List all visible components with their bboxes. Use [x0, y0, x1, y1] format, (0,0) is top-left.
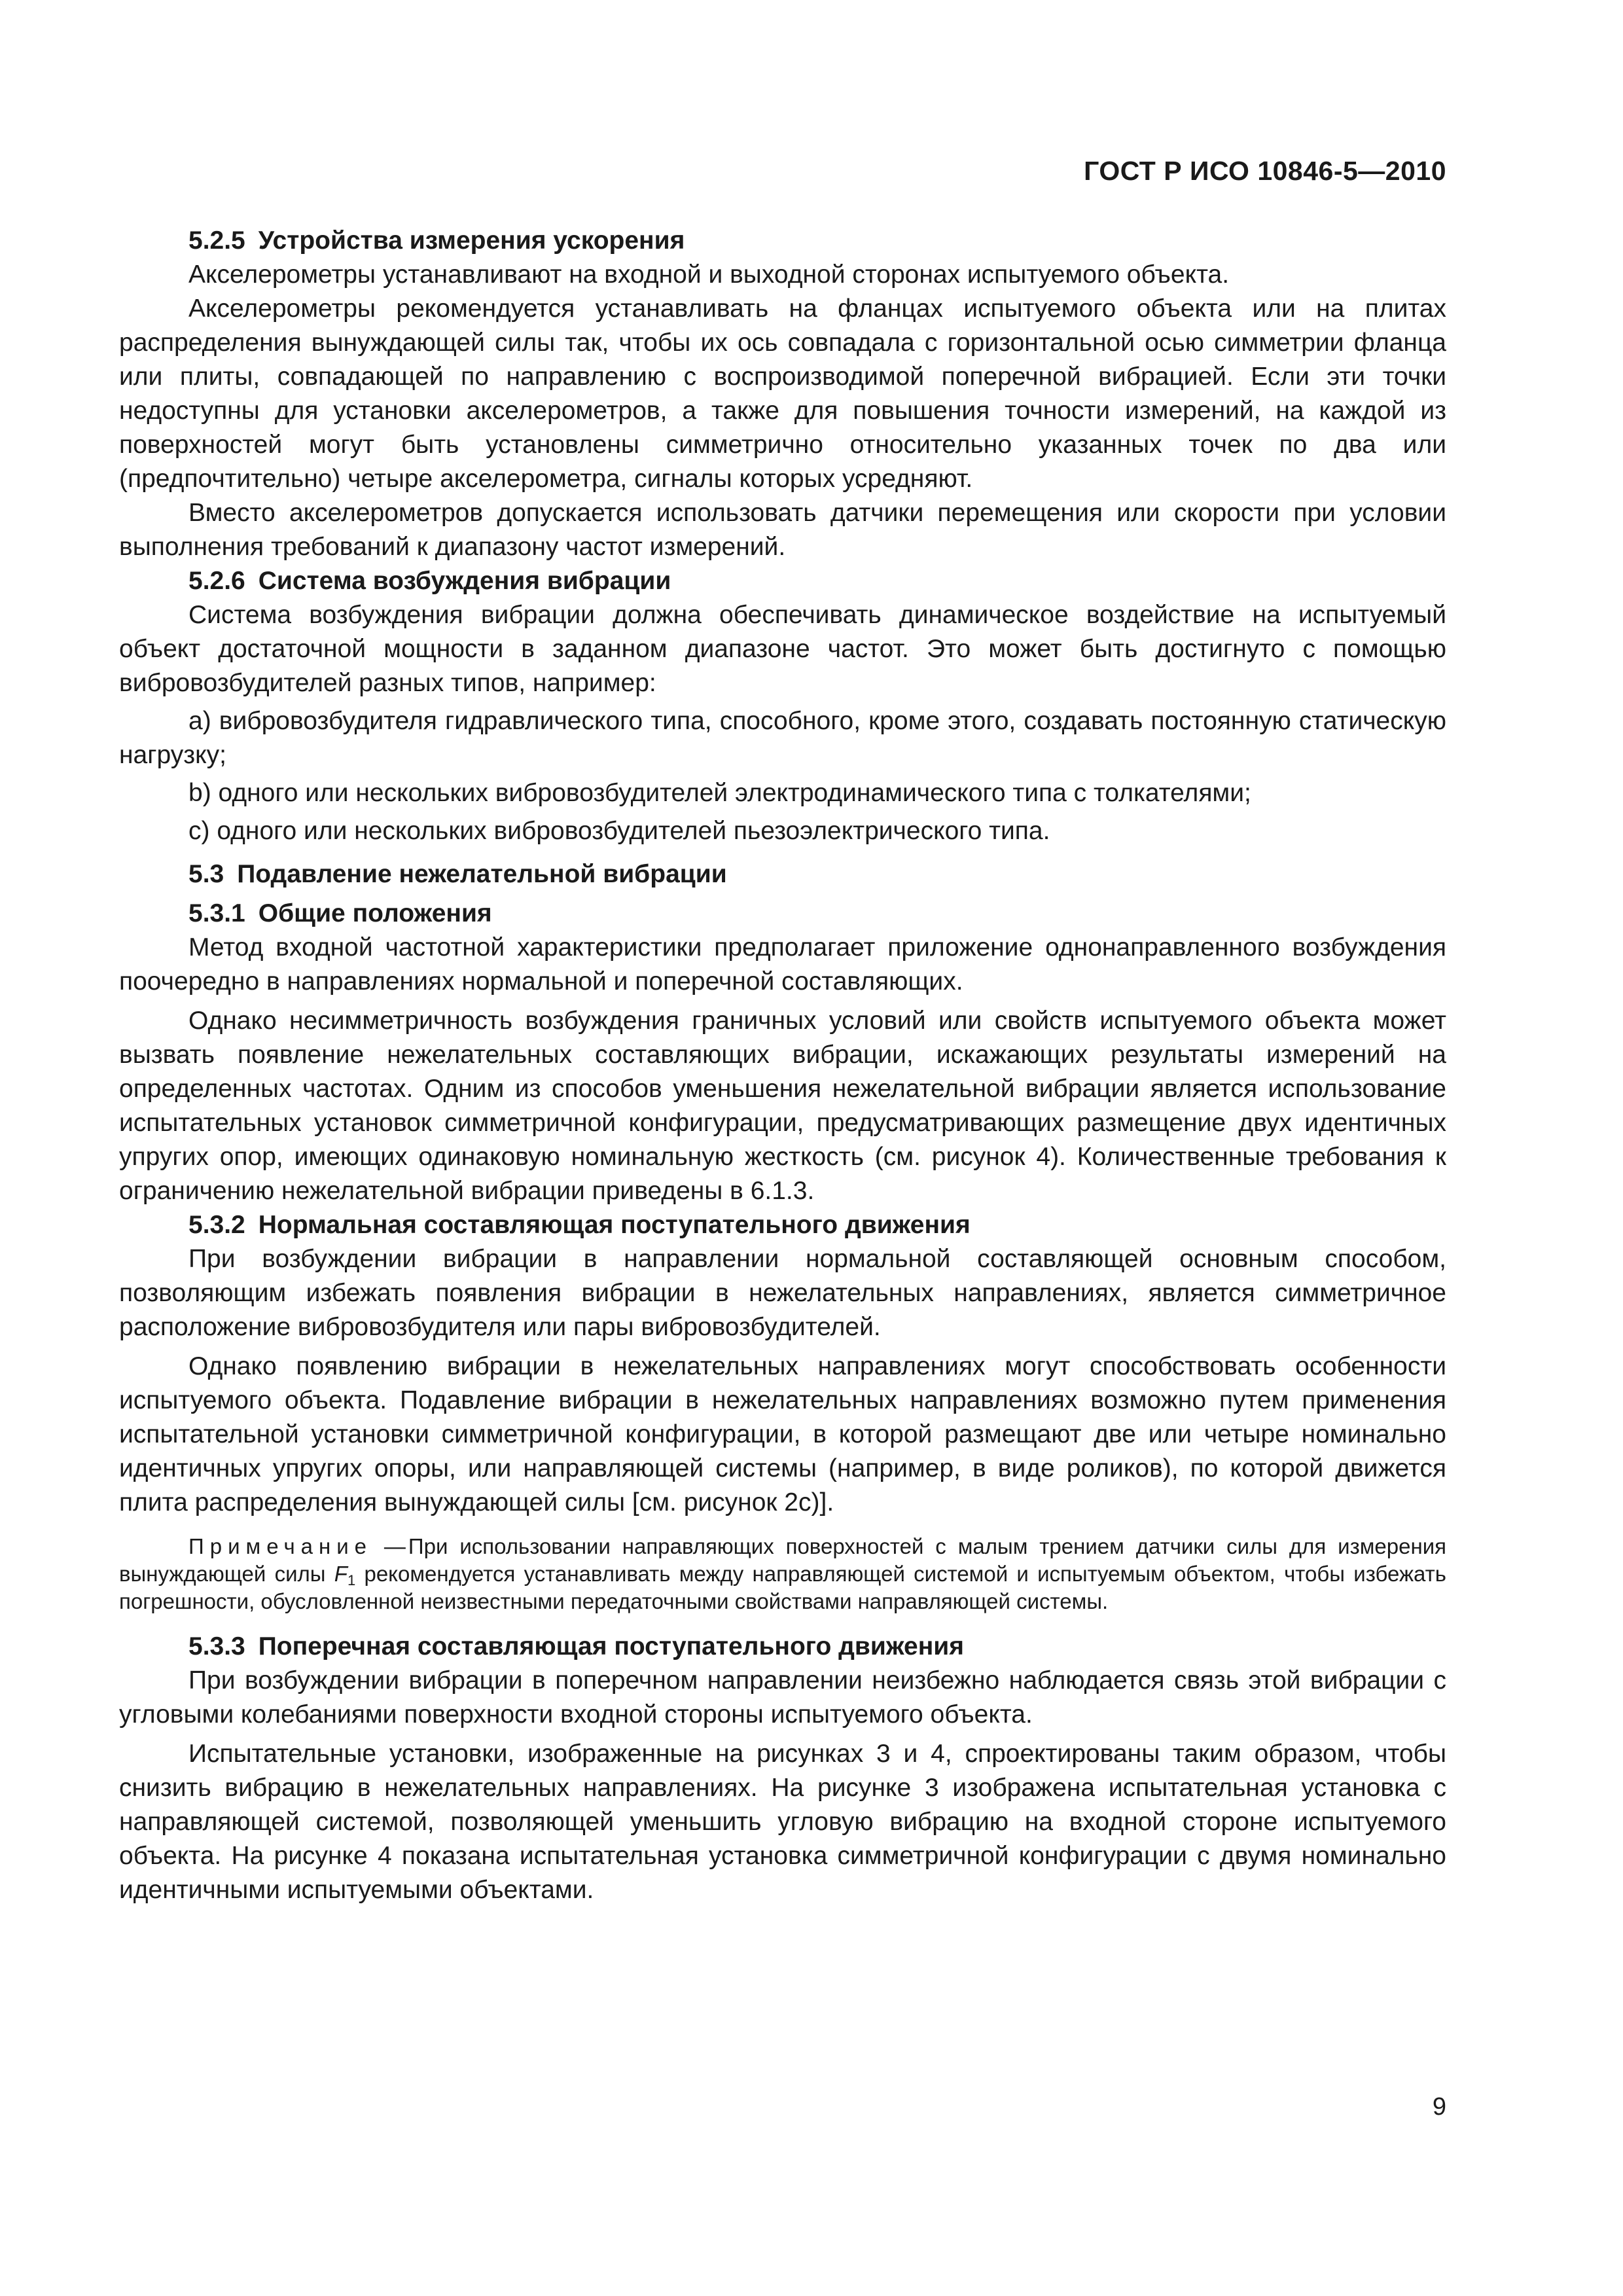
list-item-b: b) одного или нескольких вибровозбудителей электродинамического типа с толкателями; — [188, 779, 1251, 807]
note-text-part-1: При использовании направляющих поверхностей с малым трением датчики силы для измерения вынуждающей силы — [119, 1534, 1447, 1586]
force-symbol-subscript: 1 — [347, 1572, 356, 1588]
section-heading-5-3 — [119, 857, 1446, 891]
paragraph: Испытательные установки, изображенные на рисунках 3 и 4, спроектированы таким образом, чтобы снизить вибрацию в нежелательных направлениях. На рисунке 3 изображена испытательная установка с направляющей системой, позволяющей уменьшить угловую вибрацию на входной стороне испытуемого объекта. На рисунке 4 показана испытательная установка симметричной конфигурации с двумя номинально идентичными испытуемыми объектами. — [119, 1740, 1446, 1904]
note-text-part-2: рекомендуется устанавливать между направляющей системой и испытуемым объектом, чтобы избежать погрешности, обусловленной неизвестными передаточными свойствами направляющей системы. — [119, 1562, 1446, 1613]
paragraph: Однако появлению вибрации в нежелательных направлениях могут способствовать особенности испытуемого объекта. Подавление вибрации в нежелательных направлениях возможно путем применения испытательной установки симметричной конфигурации, в которой размещают две или четыре номинально идентичных упругих опоры, или направляющей системы (например, в виде роликов), по которой движется плита распределения вынуждающей силы [см. рисунок 2c)]. — [119, 1352, 1446, 1516]
section-title: Устройства измерения ускорения — [258, 226, 685, 255]
paragraph: Однако несимметричность возбуждения граничных условий или свойств испытуемого объекта может вызвать появление нежелательных составляющих вибрации, искажающих результаты измерений на определенных частотах. Одним из способов уменьшения нежелательной вибрации является использование испытательных установок симметричной конфигурации, предусматривающих размещение двух идентичных упругих опор, имеющих одинаковую номинальную жесткость (см. рисунок 4). Количественные требования к ограничению нежелательной вибрации приведены в 6.1.3. — [119, 1007, 1446, 1205]
section-number: 5.2.5 — [188, 226, 245, 255]
section-title: Нормальная составляющая поступательного движения — [258, 1211, 971, 1239]
paragraph: Система возбуждения вибрации должна обеспечивать динамическое воздействие на испытуемый объект достаточной мощности в заданном диапазоне частот. Это может быть достигнуто с помощью вибровозбудителей разных типов, например: — [119, 601, 1446, 697]
paragraph: При возбуждении вибрации в поперечном направлении неизбежно наблюдается связь этой вибрации с угловыми колебаниями поверхности входной стороны испытуемого объекта. — [119, 1666, 1446, 1729]
document-standard-header: ГОСТ Р ИСО 10846-5—2010 — [1084, 156, 1446, 186]
paragraph: Акселерометры устанавливают на входной и выходной сторонах испытуемого объекта. — [188, 260, 1230, 289]
section-heading-5-3-1 — [119, 897, 1446, 931]
section-number: 5.3.2 — [188, 1211, 245, 1239]
paragraph: При возбуждении вибрации в направлении нормальной составляющей основным способом, позволяющим избежать появления вибрации в нежелательных направлениях, является симметричное расположение вибровозбудителя или пары вибровозбудителей. — [119, 1245, 1446, 1341]
list-item-c: c) одного или нескольких вибровозбудителей пьезоэлектрического типа. — [188, 817, 1050, 845]
page-number: 9 — [1432, 2093, 1446, 2121]
paragraph: Акселерометры рекомендуется устанавливать на фланцах испытуемого объекта или на плитах распределения вынуждающей силы так, чтобы их ось совпадала с горизонтальной осью симметрии фланца или плиты, совпадающей по направлению с воспроизводимой поперечной вибрацией. Если эти точки недоступны для установки акселерометров, а также для повышения точности измерений, на каждой из поверхностей могут быть установлены симметрично относительно указанных точек по два или (предпочтительно) четыре акселерометра, сигналы которых усредняют. — [119, 295, 1446, 493]
force-symbol: F — [334, 1562, 348, 1586]
section-heading-5-2-6 — [119, 564, 1446, 598]
list-item-a: a) вибровозбудителя гидравлического типа, способного, кроме этого, создавать постоянную статическую нагрузку; — [119, 707, 1446, 769]
section-heading-5-3-3 — [119, 1630, 1446, 1664]
section-title: Поперечная составляющая поступательного движения — [258, 1632, 965, 1660]
section-heading-5-3-2 — [119, 1208, 1446, 1242]
note-dash: — — [383, 1534, 406, 1558]
paragraph: Метод входной частотной характеристики предполагает приложение однонаправленного возбуждения поочередно в направлениях нормальной и поперечной составляющих. — [119, 933, 1446, 996]
section-number: 5.3.1 — [188, 899, 245, 927]
section-title: Система возбуждения вибрации — [258, 567, 671, 595]
note-label: Примечание — [188, 1534, 373, 1558]
section-title: Общие положения — [258, 899, 492, 927]
section-heading-5-2-5 — [119, 224, 1446, 258]
document-body — [119, 224, 1446, 1907]
section-number: 5.3 — [188, 860, 224, 888]
section-title: Подавление нежелательной вибрации — [237, 860, 727, 888]
note-block — [119, 1533, 1446, 1615]
section-number: 5.3.3 — [188, 1632, 245, 1660]
section-number: 5.2.6 — [188, 567, 245, 595]
paragraph: Вместо акселерометров допускается использовать датчики перемещения или скорости при условии выполнения требований к диапазону частот измерений. — [119, 499, 1446, 561]
